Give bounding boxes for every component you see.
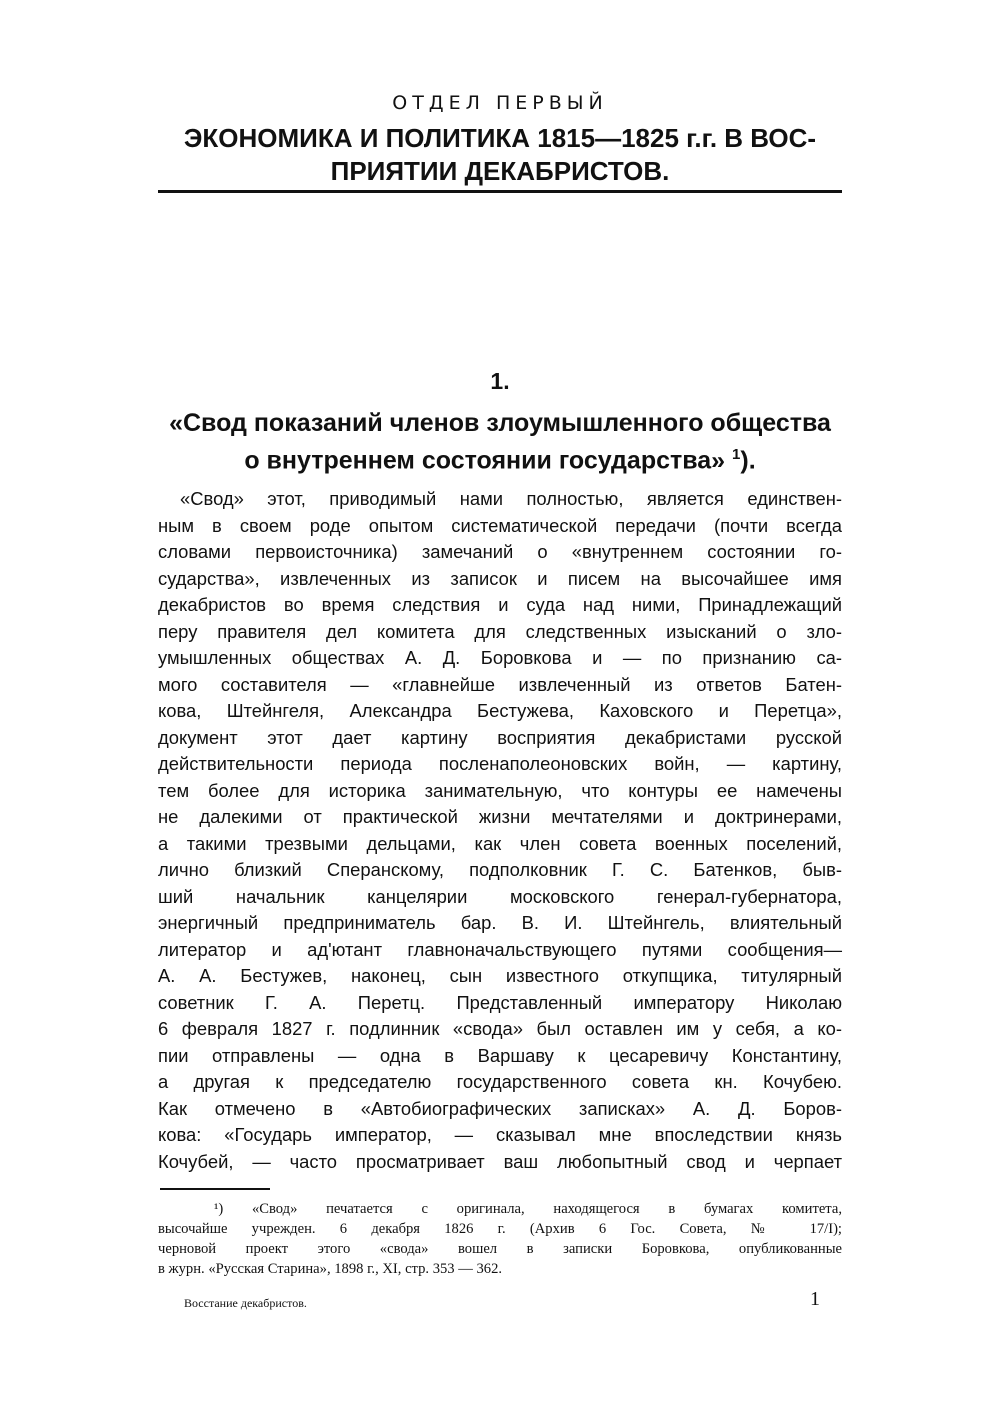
body-line: действительности периода посленаполеоновских войн, — картину, xyxy=(158,753,842,774)
footnote-line: черновой проект этого «свода» вошел в записки Боровкова, опубликованные xyxy=(158,1241,842,1257)
signature-mark: Восстание декабристов. xyxy=(184,1296,307,1310)
body-line: мого составителя — «главнейше извлеченный из ответов Батен- xyxy=(158,673,842,695)
section-label: ОТДЕЛ ПЕРВЫЙ xyxy=(392,92,608,114)
footnote-line: в журн. «Русская Старина», 1898 г., XI, стр. 353 — 362. xyxy=(158,1261,503,1277)
chapter-title xyxy=(155,408,845,476)
body-line: а такими трезвыми дельцами, как член совета военных поселений, xyxy=(158,832,842,854)
body-line: перу правителя дел комитета для следственных изысканий о зло- xyxy=(158,620,842,642)
body-line: литератор и ад'ютант главноначальствующего путями сообщения— xyxy=(158,938,842,960)
section-title-line2: ПРИЯТИИ ДЕКАБРИСТОВ. xyxy=(330,156,670,186)
section-title-line1: ЭКОНОМИКА И ПОЛИТИКА 1815—1825 г.г. В ВОС- xyxy=(183,123,817,153)
body-line: сударства», извлеченных из записок и писем на высочайшее имя xyxy=(158,567,842,589)
chapter-number: 1. xyxy=(490,368,510,394)
footnote-reference[interactable]: 1 xyxy=(732,446,741,463)
body-line: Как отмечено в «Автобиографических записках» А. Д. Боров- xyxy=(158,1097,842,1119)
body-line: документ этот дает картину восприятия декабристами русской xyxy=(158,726,842,748)
footnote-divider xyxy=(160,1188,270,1190)
body-line: 6 февраля 1827 г. подлинник «свода» был оставлен им у себя, а ко- xyxy=(158,1018,842,1039)
body-line: словами первоисточника) замечаний о «внутреннем состоянии го- xyxy=(158,541,842,562)
header-rule xyxy=(158,190,842,193)
chapter-title-line2: о внутреннем состоянии государства» xyxy=(244,446,726,475)
body-line: а другая к председателю государственного совета кн. Кочубею. xyxy=(158,1071,842,1092)
body-line: кова, Штейнгеля, Александра Бестужева, Каховского и Перетца», xyxy=(158,700,842,721)
body-line: умышленных обществах А. Д. Боровкова и — по признанию са- xyxy=(158,647,842,668)
body-line: тем более для историка занимательную, что контуры ее намечены xyxy=(158,779,842,801)
body-line: ным в своем роде опытом систематической передачи (почти всегда xyxy=(158,514,842,536)
body-line: Кочубей, — часто просматривает ваш любопытный свод и черпает xyxy=(158,1150,842,1172)
footnote-line: ¹) «Свод» печатается с оригинала, находящегося в бумагах комитета, xyxy=(214,1201,842,1217)
footnote-line: высочайше учрежден. 6 декабря 1826 г. (Архив 6 Гос. Совета, № 17/I); xyxy=(158,1221,842,1237)
body-paragraph xyxy=(158,486,842,1175)
chapter-title-end: ). xyxy=(740,446,756,475)
footnote xyxy=(158,1199,842,1279)
body-line: не далекими от практической жизни мечтателями и доктринерами, xyxy=(158,806,842,827)
body-line: А. А. Бестужев, наконец, сын известного откупщика, титулярный xyxy=(158,965,842,986)
body-line: декабристов во время следствия и суда над ними, Принадлежащий xyxy=(158,594,842,615)
page-number: 1 xyxy=(810,1288,820,1310)
body-line: советник Г. А. Перетц. Представленный императору Николаю xyxy=(158,991,842,1013)
body-line: энергичный предприниматель бар. В. И. Штейнгель, влиятельный xyxy=(158,912,842,933)
chapter-title-line1: «Свод показаний членов злоумышленного общества xyxy=(169,409,831,437)
body-line: кова: «Государь император, — сказывал мне впоследствии князь xyxy=(158,1124,842,1145)
body-line: лично близкий Сперанскому, подполковник Г. С. Батенков, быв- xyxy=(158,859,842,880)
body-line: ший начальник канцелярии московского генерал-губернатора, xyxy=(158,885,842,907)
body-line: «Свод» этот, приводимый нами полностью, является единствен- xyxy=(180,488,842,509)
section-title xyxy=(160,122,840,188)
body-line: пии отправлены — одна в Варшаву к цесаревичу Константину, xyxy=(158,1044,842,1066)
